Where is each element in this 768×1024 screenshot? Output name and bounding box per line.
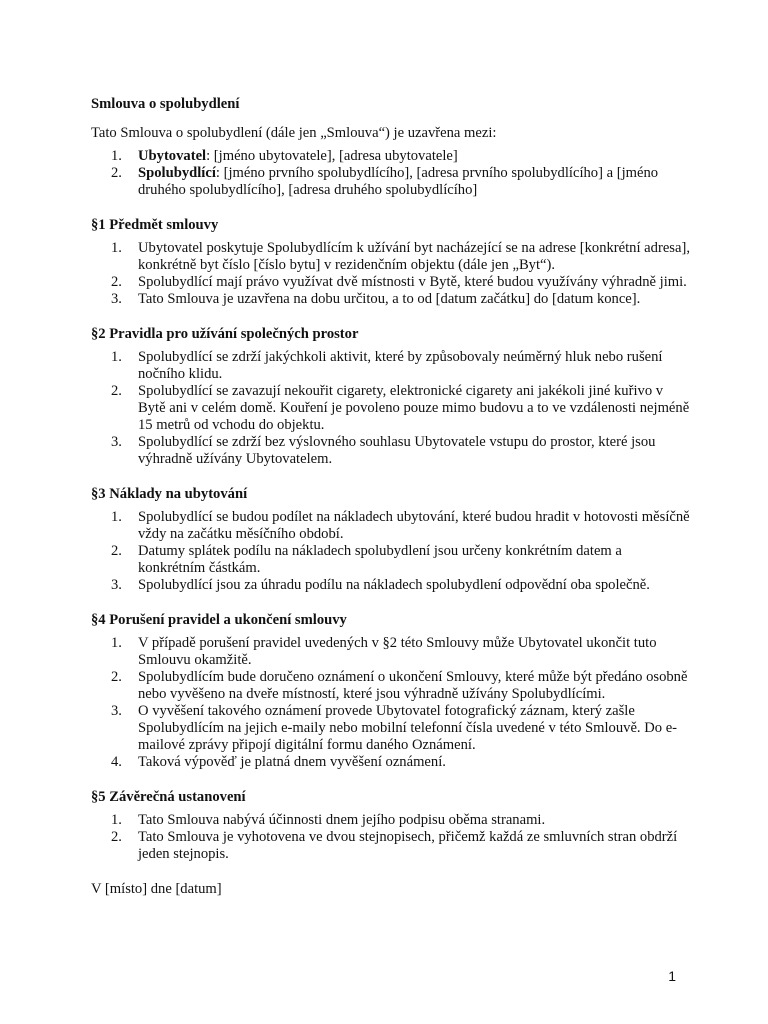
list-text: V případě porušení pravidel uvedených v §2 této Smlouvy může Ubytovatel ukončit tuto Smlouvu okamžitě.: [138, 635, 657, 668]
list-text: Spolubydlícím bude doručeno oznámení o ukončení Smlouvy, které může být předáno osobně nebo vyvěšeno na dveře místností, které jsou výhradně užívány Spolubydlícími.: [138, 669, 688, 702]
list-number: 2.: [111, 383, 122, 399]
list-number: 2.: [111, 669, 122, 685]
section-heading: §3 Náklady na ubytování: [91, 486, 248, 502]
list-text: Tato Smlouva je vyhotovena ve dvou stejnopisech, přičemž každá ze smluvních stran obdrží jeden stejnopis.: [138, 829, 678, 862]
list-number: 3.: [111, 434, 122, 450]
section-heading: §2 Pravidla pro užívání společných prostor: [91, 326, 359, 342]
list-number: 3.: [111, 577, 122, 593]
list-item: [91, 543, 691, 577]
parties-list: [91, 148, 691, 199]
list-item: [91, 703, 691, 754]
list-number: 1.: [111, 349, 122, 365]
list-text: Spolubydlící se zdrží jakýchkoli aktivit, které by způsobovaly neúměrný hluk nebo rušení nočního klidu.: [138, 349, 663, 382]
list-number: 3.: [111, 703, 122, 719]
section-heading: §5 Závěrečná ustanovení: [91, 789, 246, 805]
list-number: 2.: [111, 165, 122, 181]
list-number: 2.: [111, 543, 122, 559]
list-item: [91, 291, 691, 308]
page-number: 1: [668, 968, 676, 984]
list-number: 2.: [111, 274, 122, 290]
section-list: [91, 812, 691, 863]
section-list: [91, 240, 691, 308]
list-number: 1.: [111, 812, 122, 828]
list-item: [91, 148, 691, 165]
list-number: 1.: [111, 509, 122, 525]
party-text: : [jméno ubytovatele], [adresa ubytovatele]: [206, 148, 458, 164]
list-item: [91, 754, 691, 771]
section-2: [91, 326, 691, 468]
list-item: [91, 829, 691, 863]
section-5: [91, 789, 691, 863]
party-label: Spolubydlící: [138, 165, 216, 181]
list-text: Ubytovatel poskytuje Spolubydlícím k užívání byt nacházející se na adrese [konkrétní adresa], konkrétně byt číslo [číslo bytu] v rezidenčním objektu (dále jen „Byt“).: [138, 240, 690, 273]
list-text: Spolubydlící se budou podílet na nákladech ubytování, které budou hradit v hotovosti měsíčně vždy na začátku měsíčního období.: [138, 509, 690, 542]
section-3: [91, 486, 691, 594]
list-text: Spolubydlící jsou za úhradu podílu na nákladech spolubydlení odpovědní oba společně.: [138, 577, 650, 593]
list-number: 1.: [111, 240, 122, 256]
intro-paragraph: Tato Smlouva o spolubydlení (dále jen „Smlouva“) je uzavřena mezi:: [91, 125, 497, 141]
list-text: Taková výpověď je platná dnem vyvěšení oznámení.: [138, 754, 446, 770]
list-item: [91, 240, 691, 274]
list-item: [91, 812, 691, 829]
list-text: Tato Smlouva nabývá účinnosti dnem jejího podpisu oběma stranami.: [138, 812, 546, 828]
section-list: [91, 509, 691, 594]
list-text: Datumy splátek podílu na nákladech spolubydlení jsou určeny konkrétním datem a konkrétním částkám.: [138, 543, 622, 576]
list-number: 4.: [111, 754, 122, 770]
list-number: 1.: [111, 148, 122, 164]
party-text: : [jméno prvního spolubydlícího], [adresa prvního spolubydlícího] a [jméno druhého spolubydlícího], [adresa druhého spolubydlícího]: [138, 165, 659, 198]
list-number: 2.: [111, 829, 122, 845]
section-list: [91, 349, 691, 468]
list-item: [91, 349, 691, 383]
list-number: 3.: [111, 291, 122, 307]
section-heading: §4 Porušení pravidel a ukončení smlouvy: [91, 612, 347, 628]
section-4: [91, 612, 691, 771]
closing-line: V [místo] dne [datum]: [91, 881, 222, 897]
list-text: O vyvěšení takového oznámení provede Ubytovatel fotografický záznam, který zašle Spolubydlícím na jejich e-maily nebo mobilní telefonní čísla uvedené v této Smlouvě. Do e-mailové zprávy připojí digitální formu daného Oznámení.: [138, 703, 678, 753]
list-text: Tato Smlouva je uzavřena na dobu určitou, a to od [datum začátku] do [datum konce].: [138, 291, 641, 307]
list-item: [91, 383, 691, 434]
list-item: [91, 509, 691, 543]
list-item: [91, 577, 691, 594]
list-item: [91, 165, 691, 199]
list-item: [91, 635, 691, 669]
list-item: [91, 434, 691, 468]
party-label: Ubytovatel: [138, 148, 207, 164]
list-text: Spolubydlící mají právo využívat dvě místnosti v Bytě, které budou využívány výhradně jimi.: [138, 274, 687, 290]
list-item: [91, 669, 691, 703]
document-body: [91, 96, 691, 898]
list-item: [91, 274, 691, 291]
section-heading: §1 Předmět smlouvy: [91, 217, 219, 233]
document-title: Smlouva o spolubydlení: [91, 96, 240, 112]
list-text: Spolubydlící se zdrží bez výslovného souhlasu Ubytovatele vstupu do prostor, které jsou výhradně užívány Ubytovatelem.: [138, 434, 656, 467]
section-1: [91, 217, 691, 308]
section-list: [91, 635, 691, 771]
list-text: Spolubydlící se zavazují nekouřit cigarety, elektronické cigarety ani jakékoli jiné kuřivo v Bytě ani v celém domě. Kouření je povoleno pouze mimo budovu a to ve vzdálenosti nejméně 15 metrů od vchodu do objektu.: [138, 383, 690, 433]
list-number: 1.: [111, 635, 122, 651]
